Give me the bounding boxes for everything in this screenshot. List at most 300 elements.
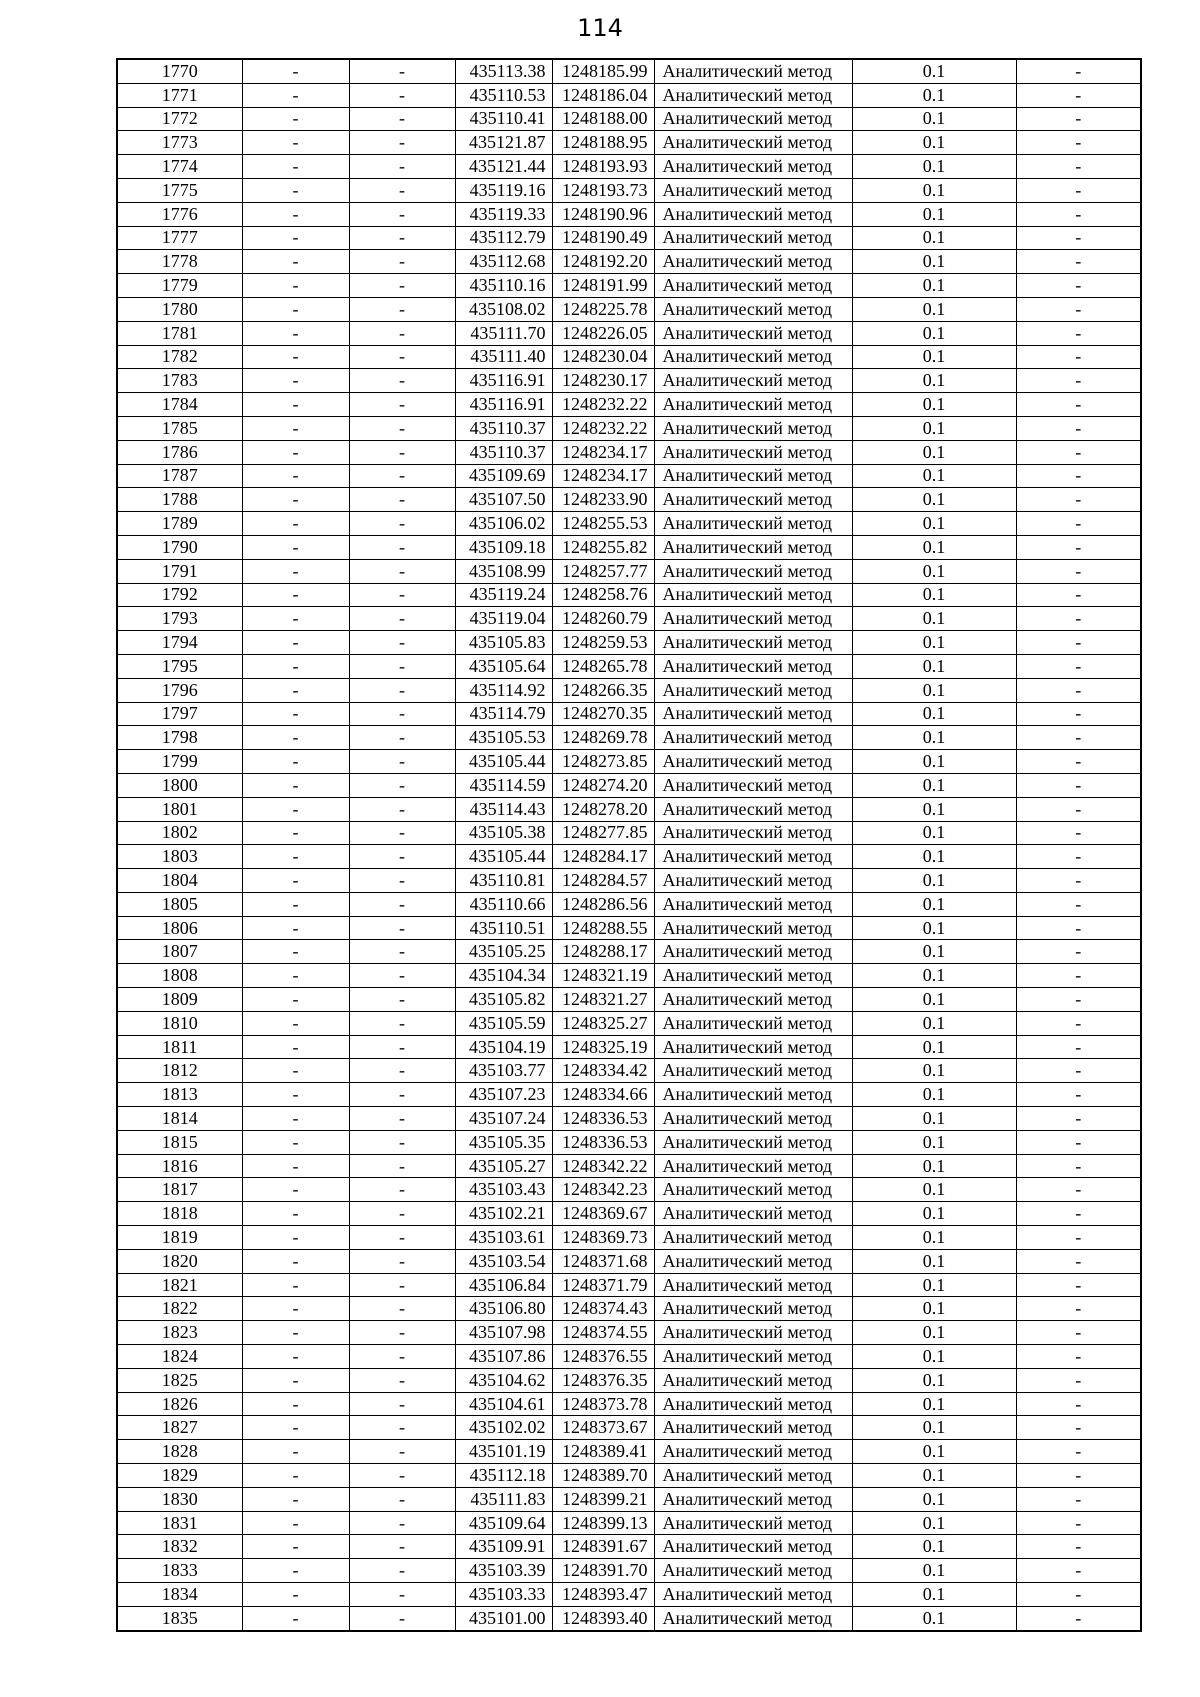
accuracy-cell: 0.1	[852, 1059, 1016, 1083]
y-coordinate-cell: 1248188.00	[552, 107, 654, 131]
empty-cell-2: -	[349, 488, 455, 512]
y-coordinate-cell: 1248321.19	[552, 964, 654, 988]
empty-cell-2: -	[349, 1273, 455, 1297]
y-coordinate-cell: 1248257.77	[552, 559, 654, 583]
accuracy-cell: 0.1	[852, 345, 1016, 369]
x-coordinate-cell: 435119.24	[455, 583, 552, 607]
method-cell: Аналитический метод	[654, 393, 852, 417]
accuracy-cell: 0.1	[852, 535, 1016, 559]
accuracy-cell: 0.1	[852, 155, 1016, 179]
accuracy-cell: 0.1	[852, 559, 1016, 583]
x-coordinate-cell: 435110.81	[455, 869, 552, 893]
method-cell: Аналитический метод	[654, 1606, 852, 1630]
note-cell: -	[1016, 559, 1141, 583]
method-cell: Аналитический метод	[654, 345, 852, 369]
method-cell: Аналитический метод	[654, 512, 852, 536]
empty-cell-1: -	[242, 1226, 349, 1250]
empty-cell-2: -	[349, 178, 455, 202]
x-coordinate-cell: 435110.66	[455, 892, 552, 916]
y-coordinate-cell: 1248325.27	[552, 1011, 654, 1035]
table-row	[117, 1321, 1141, 1345]
point-number-cell: 1778	[117, 250, 242, 274]
empty-cell-1: -	[242, 202, 349, 226]
empty-cell-1: -	[242, 416, 349, 440]
table-row	[117, 1535, 1141, 1559]
method-cell: Аналитический метод	[654, 1035, 852, 1059]
empty-cell-1: -	[242, 750, 349, 774]
accuracy-cell: 0.1	[852, 440, 1016, 464]
x-coordinate-cell: 435110.53	[455, 83, 552, 107]
empty-cell-2: -	[349, 607, 455, 631]
x-coordinate-cell: 435114.79	[455, 702, 552, 726]
point-number-cell: 1809	[117, 988, 242, 1012]
note-cell: -	[1016, 1535, 1141, 1559]
table-row	[117, 321, 1141, 345]
empty-cell-1: -	[242, 1297, 349, 1321]
y-coordinate-cell: 1248389.70	[552, 1464, 654, 1488]
table-row	[117, 773, 1141, 797]
note-cell: -	[1016, 1511, 1141, 1535]
table-row	[117, 1345, 1141, 1369]
method-cell: Аналитический метод	[654, 631, 852, 655]
note-cell: -	[1016, 1059, 1141, 1083]
accuracy-cell: 0.1	[852, 178, 1016, 202]
empty-cell-1: -	[242, 1606, 349, 1630]
accuracy-cell: 0.1	[852, 1606, 1016, 1630]
note-cell: -	[1016, 321, 1141, 345]
accuracy-cell: 0.1	[852, 940, 1016, 964]
method-cell: Аналитический метод	[654, 1107, 852, 1131]
empty-cell-1: -	[242, 512, 349, 536]
empty-cell-1: -	[242, 535, 349, 559]
method-cell: Аналитический метод	[654, 1011, 852, 1035]
method-cell: Аналитический метод	[654, 678, 852, 702]
point-number-cell: 1776	[117, 202, 242, 226]
table-row	[117, 416, 1141, 440]
point-number-cell: 1784	[117, 393, 242, 417]
method-cell: Аналитический метод	[654, 1178, 852, 1202]
y-coordinate-cell: 1248259.53	[552, 631, 654, 655]
method-cell: Аналитический метод	[654, 131, 852, 155]
accuracy-cell: 0.1	[852, 250, 1016, 274]
x-coordinate-cell: 435106.84	[455, 1273, 552, 1297]
y-coordinate-cell: 1248391.70	[552, 1559, 654, 1583]
x-coordinate-cell: 435105.27	[455, 1154, 552, 1178]
y-coordinate-cell: 1248233.90	[552, 488, 654, 512]
y-coordinate-cell: 1248190.96	[552, 202, 654, 226]
x-coordinate-cell: 435121.44	[455, 155, 552, 179]
accuracy-cell: 0.1	[852, 464, 1016, 488]
table-row	[117, 488, 1141, 512]
empty-cell-1: -	[242, 1130, 349, 1154]
note-cell: -	[1016, 535, 1141, 559]
point-number-cell: 1792	[117, 583, 242, 607]
empty-cell-2: -	[349, 964, 455, 988]
y-coordinate-cell: 1248389.41	[552, 1440, 654, 1464]
note-cell: -	[1016, 1273, 1141, 1297]
accuracy-cell: 0.1	[852, 702, 1016, 726]
empty-cell-1: -	[242, 226, 349, 250]
point-number-cell: 1825	[117, 1368, 242, 1392]
note-cell: -	[1016, 1368, 1141, 1392]
method-cell: Аналитический метод	[654, 1345, 852, 1369]
y-coordinate-cell: 1248336.53	[552, 1107, 654, 1131]
table-row	[117, 202, 1141, 226]
accuracy-cell: 0.1	[852, 59, 1016, 83]
method-cell: Аналитический метод	[654, 1154, 852, 1178]
x-coordinate-cell: 435107.24	[455, 1107, 552, 1131]
point-number-cell: 1794	[117, 631, 242, 655]
accuracy-cell: 0.1	[852, 964, 1016, 988]
empty-cell-1: -	[242, 1392, 349, 1416]
empty-cell-2: -	[349, 1440, 455, 1464]
method-cell: Аналитический метод	[654, 107, 852, 131]
empty-cell-2: -	[349, 1535, 455, 1559]
x-coordinate-cell: 435111.83	[455, 1487, 552, 1511]
note-cell: -	[1016, 1035, 1141, 1059]
y-coordinate-cell: 1248321.27	[552, 988, 654, 1012]
point-number-cell: 1791	[117, 559, 242, 583]
empty-cell-2: -	[349, 1297, 455, 1321]
empty-cell-2: -	[349, 1583, 455, 1607]
point-number-cell: 1818	[117, 1202, 242, 1226]
empty-cell-2: -	[349, 1392, 455, 1416]
note-cell: -	[1016, 393, 1141, 417]
note-cell: -	[1016, 226, 1141, 250]
y-coordinate-cell: 1248342.23	[552, 1178, 654, 1202]
empty-cell-1: -	[242, 1583, 349, 1607]
y-coordinate-cell: 1248373.67	[552, 1416, 654, 1440]
method-cell: Аналитический метод	[654, 1416, 852, 1440]
empty-cell-1: -	[242, 1464, 349, 1488]
x-coordinate-cell: 435105.82	[455, 988, 552, 1012]
note-cell: -	[1016, 1464, 1141, 1488]
accuracy-cell: 0.1	[852, 512, 1016, 536]
point-number-cell: 1773	[117, 131, 242, 155]
x-coordinate-cell: 435114.92	[455, 678, 552, 702]
empty-cell-1: -	[242, 488, 349, 512]
note-cell: -	[1016, 583, 1141, 607]
point-number-cell: 1819	[117, 1226, 242, 1250]
empty-cell-2: -	[349, 1202, 455, 1226]
accuracy-cell: 0.1	[852, 750, 1016, 774]
table-row	[117, 226, 1141, 250]
table-row	[117, 59, 1141, 83]
empty-cell-1: -	[242, 869, 349, 893]
empty-cell-1: -	[242, 631, 349, 655]
empty-cell-2: -	[349, 1083, 455, 1107]
method-cell: Аналитический метод	[654, 892, 852, 916]
x-coordinate-cell: 435105.44	[455, 750, 552, 774]
table-row	[117, 726, 1141, 750]
y-coordinate-cell: 1248188.95	[552, 131, 654, 155]
empty-cell-1: -	[242, 321, 349, 345]
table-row	[117, 512, 1141, 536]
table-row	[117, 845, 1141, 869]
point-number-cell: 1801	[117, 797, 242, 821]
x-coordinate-cell: 435103.43	[455, 1178, 552, 1202]
note-cell: -	[1016, 1107, 1141, 1131]
x-coordinate-cell: 435103.61	[455, 1226, 552, 1250]
method-cell: Аналитический метод	[654, 1083, 852, 1107]
empty-cell-2: -	[349, 1345, 455, 1369]
x-coordinate-cell: 435106.80	[455, 1297, 552, 1321]
x-coordinate-cell: 435110.41	[455, 107, 552, 131]
method-cell: Аналитический метод	[654, 1226, 852, 1250]
y-coordinate-cell: 1248334.42	[552, 1059, 654, 1083]
point-number-cell: 1803	[117, 845, 242, 869]
empty-cell-2: -	[349, 583, 455, 607]
x-coordinate-cell: 435119.04	[455, 607, 552, 631]
note-cell: -	[1016, 1249, 1141, 1273]
y-coordinate-cell: 1248334.66	[552, 1083, 654, 1107]
y-coordinate-cell: 1248260.79	[552, 607, 654, 631]
empty-cell-2: -	[349, 440, 455, 464]
x-coordinate-cell: 435116.91	[455, 393, 552, 417]
note-cell: -	[1016, 1440, 1141, 1464]
x-coordinate-cell: 435104.34	[455, 964, 552, 988]
note-cell: -	[1016, 1011, 1141, 1035]
empty-cell-2: -	[349, 821, 455, 845]
note-cell: -	[1016, 821, 1141, 845]
table-row	[117, 1583, 1141, 1607]
accuracy-cell: 0.1	[852, 1249, 1016, 1273]
empty-cell-1: -	[242, 59, 349, 83]
table-row	[117, 1178, 1141, 1202]
empty-cell-2: -	[349, 1178, 455, 1202]
y-coordinate-cell: 1248191.99	[552, 274, 654, 298]
table-row	[117, 1059, 1141, 1083]
x-coordinate-cell: 435110.37	[455, 440, 552, 464]
table-row	[117, 916, 1141, 940]
x-coordinate-cell: 435119.16	[455, 178, 552, 202]
x-coordinate-cell: 435105.38	[455, 821, 552, 845]
table-row	[117, 83, 1141, 107]
note-cell: -	[1016, 726, 1141, 750]
empty-cell-1: -	[242, 583, 349, 607]
note-cell: -	[1016, 131, 1141, 155]
method-cell: Аналитический метод	[654, 750, 852, 774]
x-coordinate-cell: 435102.02	[455, 1416, 552, 1440]
accuracy-cell: 0.1	[852, 393, 1016, 417]
empty-cell-1: -	[242, 1059, 349, 1083]
x-coordinate-cell: 435102.21	[455, 1202, 552, 1226]
note-cell: -	[1016, 155, 1141, 179]
table-row	[117, 678, 1141, 702]
empty-cell-2: -	[349, 1035, 455, 1059]
accuracy-cell: 0.1	[852, 1011, 1016, 1035]
table-row	[117, 1511, 1141, 1535]
accuracy-cell: 0.1	[852, 1535, 1016, 1559]
y-coordinate-cell: 1248376.35	[552, 1368, 654, 1392]
y-coordinate-cell: 1248373.78	[552, 1392, 654, 1416]
empty-cell-1: -	[242, 988, 349, 1012]
point-number-cell: 1805	[117, 892, 242, 916]
x-coordinate-cell: 435105.53	[455, 726, 552, 750]
table-row	[117, 131, 1141, 155]
table-row	[117, 750, 1141, 774]
empty-cell-1: -	[242, 250, 349, 274]
empty-cell-1: -	[242, 1535, 349, 1559]
note-cell: -	[1016, 1345, 1141, 1369]
empty-cell-1: -	[242, 797, 349, 821]
empty-cell-1: -	[242, 1154, 349, 1178]
table-row	[117, 1083, 1141, 1107]
empty-cell-2: -	[349, 1559, 455, 1583]
point-number-cell: 1820	[117, 1249, 242, 1273]
note-cell: -	[1016, 964, 1141, 988]
accuracy-cell: 0.1	[852, 202, 1016, 226]
table-row	[117, 631, 1141, 655]
note-cell: -	[1016, 750, 1141, 774]
method-cell: Аналитический метод	[654, 1487, 852, 1511]
note-cell: -	[1016, 274, 1141, 298]
y-coordinate-cell: 1248376.55	[552, 1345, 654, 1369]
accuracy-cell: 0.1	[852, 1511, 1016, 1535]
y-coordinate-cell: 1248265.78	[552, 654, 654, 678]
accuracy-cell: 0.1	[852, 369, 1016, 393]
note-cell: -	[1016, 250, 1141, 274]
method-cell: Аналитический метод	[654, 1297, 852, 1321]
method-cell: Аналитический метод	[654, 726, 852, 750]
empty-cell-1: -	[242, 464, 349, 488]
x-coordinate-cell: 435104.61	[455, 1392, 552, 1416]
y-coordinate-cell: 1248255.82	[552, 535, 654, 559]
table-row	[117, 178, 1141, 202]
empty-cell-1: -	[242, 440, 349, 464]
method-cell: Аналитический метод	[654, 1535, 852, 1559]
table-row	[117, 654, 1141, 678]
y-coordinate-cell: 1248278.20	[552, 797, 654, 821]
empty-cell-2: -	[349, 83, 455, 107]
method-cell: Аналитический метод	[654, 702, 852, 726]
method-cell: Аналитический метод	[654, 321, 852, 345]
point-number-cell: 1785	[117, 416, 242, 440]
method-cell: Аналитический метод	[654, 1249, 852, 1273]
method-cell: Аналитический метод	[654, 440, 852, 464]
method-cell: Аналитический метод	[654, 654, 852, 678]
table-row	[117, 274, 1141, 298]
note-cell: -	[1016, 1321, 1141, 1345]
accuracy-cell: 0.1	[852, 821, 1016, 845]
empty-cell-1: -	[242, 845, 349, 869]
x-coordinate-cell: 435109.69	[455, 464, 552, 488]
empty-cell-2: -	[349, 559, 455, 583]
method-cell: Аналитический метод	[654, 1202, 852, 1226]
y-coordinate-cell: 1248325.19	[552, 1035, 654, 1059]
y-coordinate-cell: 1248274.20	[552, 773, 654, 797]
empty-cell-2: -	[349, 726, 455, 750]
x-coordinate-cell: 435101.19	[455, 1440, 552, 1464]
method-cell: Аналитический метод	[654, 178, 852, 202]
point-number-cell: 1775	[117, 178, 242, 202]
empty-cell-1: -	[242, 1559, 349, 1583]
empty-cell-1: -	[242, 654, 349, 678]
empty-cell-1: -	[242, 274, 349, 298]
table-row	[117, 1297, 1141, 1321]
method-cell: Аналитический метод	[654, 1059, 852, 1083]
empty-cell-2: -	[349, 916, 455, 940]
coordinates-table	[116, 58, 1142, 1632]
accuracy-cell: 0.1	[852, 1583, 1016, 1607]
accuracy-cell: 0.1	[852, 1273, 1016, 1297]
y-coordinate-cell: 1248234.17	[552, 464, 654, 488]
table-row	[117, 1273, 1141, 1297]
accuracy-cell: 0.1	[852, 678, 1016, 702]
accuracy-cell: 0.1	[852, 297, 1016, 321]
accuracy-cell: 0.1	[852, 1178, 1016, 1202]
x-coordinate-cell: 435105.83	[455, 631, 552, 655]
method-cell: Аналитический метод	[654, 250, 852, 274]
note-cell: -	[1016, 1154, 1141, 1178]
table-row	[117, 1154, 1141, 1178]
table-row	[117, 583, 1141, 607]
table-row	[117, 559, 1141, 583]
point-number-cell: 1817	[117, 1178, 242, 1202]
accuracy-cell: 0.1	[852, 1464, 1016, 1488]
accuracy-cell: 0.1	[852, 1226, 1016, 1250]
y-coordinate-cell: 1248369.67	[552, 1202, 654, 1226]
note-cell: -	[1016, 1226, 1141, 1250]
note-cell: -	[1016, 916, 1141, 940]
y-coordinate-cell: 1248185.99	[552, 59, 654, 83]
accuracy-cell: 0.1	[852, 416, 1016, 440]
accuracy-cell: 0.1	[852, 1202, 1016, 1226]
empty-cell-2: -	[349, 940, 455, 964]
accuracy-cell: 0.1	[852, 321, 1016, 345]
y-coordinate-cell: 1248393.40	[552, 1606, 654, 1630]
accuracy-cell: 0.1	[852, 654, 1016, 678]
accuracy-cell: 0.1	[852, 1321, 1016, 1345]
empty-cell-1: -	[242, 83, 349, 107]
accuracy-cell: 0.1	[852, 1440, 1016, 1464]
point-number-cell: 1782	[117, 345, 242, 369]
empty-cell-2: -	[349, 512, 455, 536]
table-row	[117, 155, 1141, 179]
empty-cell-2: -	[349, 678, 455, 702]
x-coordinate-cell: 435113.38	[455, 59, 552, 83]
note-cell: -	[1016, 773, 1141, 797]
note-cell: -	[1016, 1487, 1141, 1511]
empty-cell-1: -	[242, 1178, 349, 1202]
point-number-cell: 1771	[117, 83, 242, 107]
y-coordinate-cell: 1248266.35	[552, 678, 654, 702]
note-cell: -	[1016, 464, 1141, 488]
empty-cell-1: -	[242, 1321, 349, 1345]
point-number-cell: 1789	[117, 512, 242, 536]
empty-cell-1: -	[242, 369, 349, 393]
table-row	[117, 702, 1141, 726]
note-cell: -	[1016, 1297, 1141, 1321]
y-coordinate-cell: 1248232.22	[552, 393, 654, 417]
empty-cell-2: -	[349, 535, 455, 559]
y-coordinate-cell: 1248230.04	[552, 345, 654, 369]
x-coordinate-cell: 435106.02	[455, 512, 552, 536]
point-number-cell: 1796	[117, 678, 242, 702]
method-cell: Аналитический метод	[654, 1464, 852, 1488]
table-row	[117, 440, 1141, 464]
empty-cell-2: -	[349, 869, 455, 893]
empty-cell-1: -	[242, 1440, 349, 1464]
empty-cell-1: -	[242, 1035, 349, 1059]
method-cell: Аналитический метод	[654, 773, 852, 797]
empty-cell-2: -	[349, 250, 455, 274]
point-number-cell: 1804	[117, 869, 242, 893]
note-cell: -	[1016, 1083, 1141, 1107]
empty-cell-2: -	[349, 1011, 455, 1035]
empty-cell-1: -	[242, 1273, 349, 1297]
accuracy-cell: 0.1	[852, 583, 1016, 607]
